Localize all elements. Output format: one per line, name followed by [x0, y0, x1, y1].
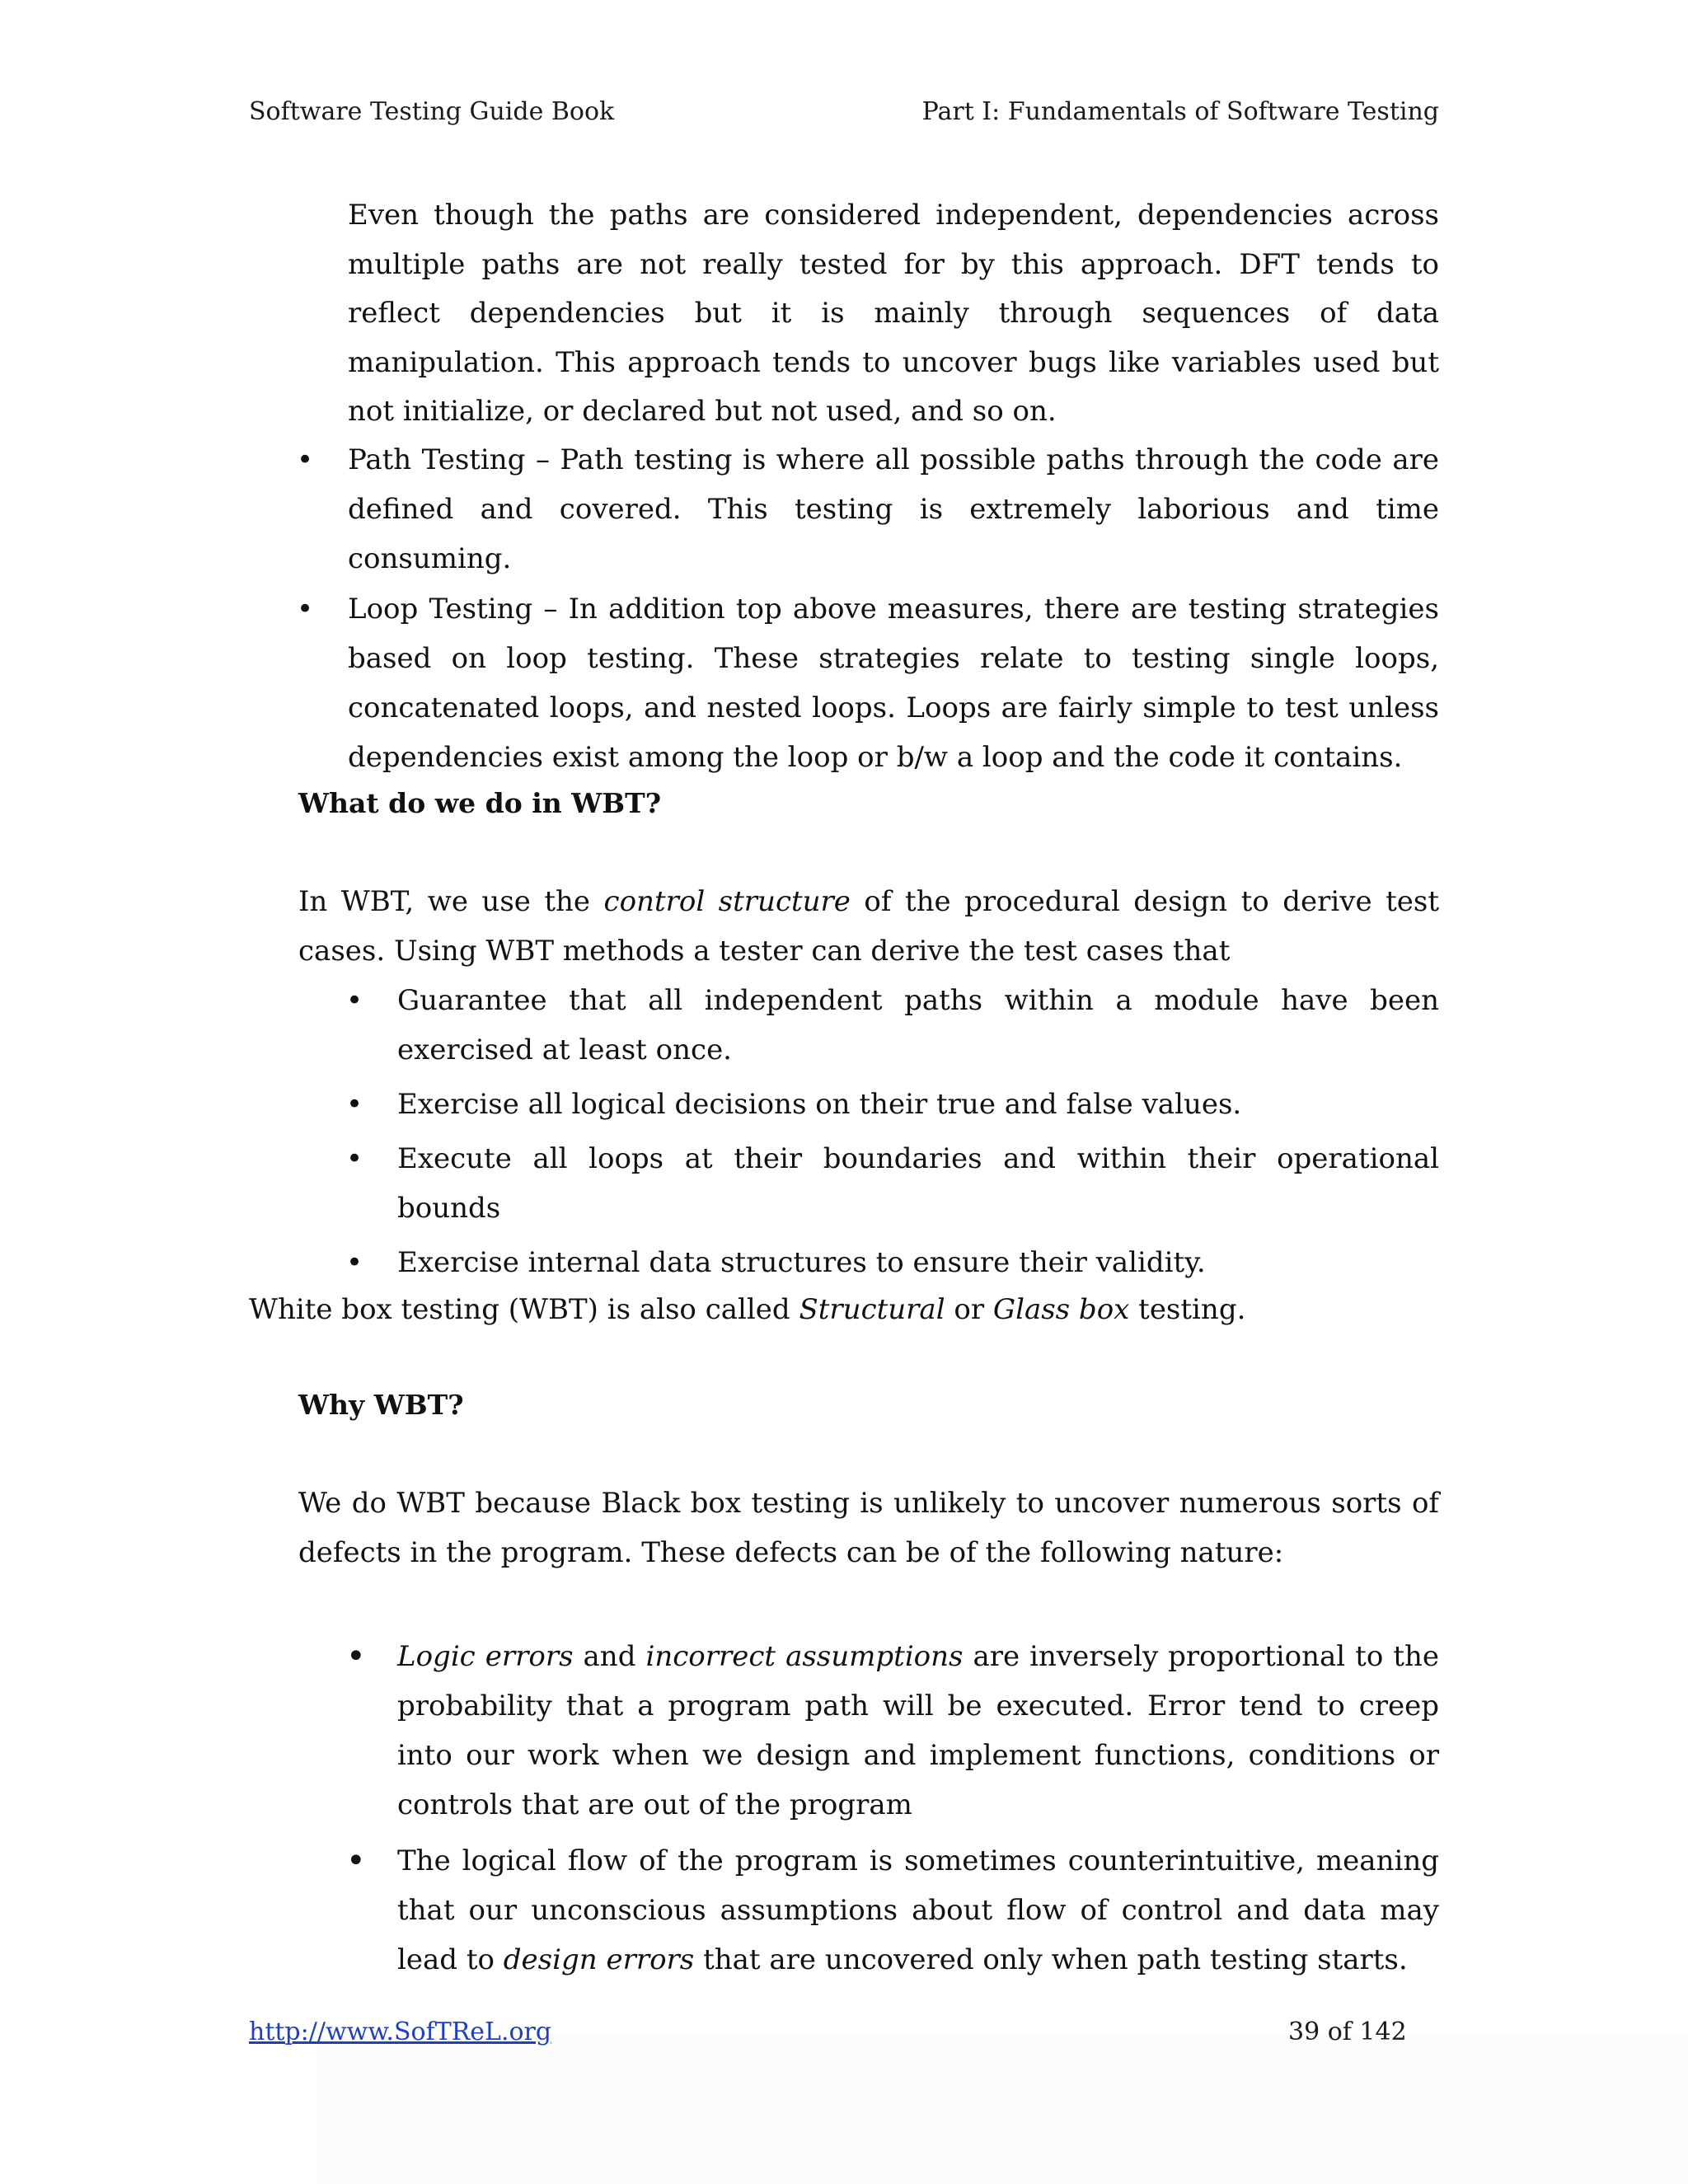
list-item: • Exercise all logical decisions on their true and false values.	[397, 1080, 1439, 1129]
list-item: • Exercise internal data structures to ensure their validity.	[397, 1238, 1439, 1287]
list-item: • Logic errors and incorrect assumptions are inversely proportional to the probability that a program path will be executed. Error tend to creep into our work when we design and implement functions, conditions or controls that are out of the program	[397, 1632, 1439, 1830]
bullet-icon: •	[346, 1842, 366, 1880]
also-called-sentence: White box testing (WBT) is also called Structural or Glass box testing.	[249, 1293, 1246, 1326]
testing-bullet-list	[297, 435, 1439, 782]
bullet-icon: •	[346, 1088, 363, 1121]
bullet-icon: •	[346, 1638, 366, 1675]
section-heading-why: Why WBT?	[298, 1389, 464, 1421]
header-book-title: Software Testing Guide Book	[249, 97, 615, 126]
bullet-icon: •	[297, 593, 314, 626]
list-item: • Execute all loops at their boundaries and within their operational bounds	[397, 1134, 1439, 1233]
wbt-goals-list	[346, 976, 1439, 1287]
what-paragraph: In WBT, we use the control structure of the procedural design to derive test cases. Using WBT methods a tester can derive the test cases that	[298, 885, 1439, 968]
bullet-icon: •	[346, 984, 363, 1017]
page-number: 39 of 142	[1288, 2018, 1407, 2046]
bullet-icon: •	[346, 1142, 363, 1175]
intro-paragraph: Even though the paths are considered independent, dependencies across multiple paths are not really tested for by this approach. DFT tends to reflect dependencies but it is mainly through sequences of data manipulation. This approach tends to uncover bugs like variables used but not initialize, or declared but not used, and so on.	[348, 199, 1439, 428]
page-shadow	[317, 2036, 1688, 2184]
header-part-title: Part I: Fundamentals of Software Testing	[921, 97, 1439, 126]
section-heading-what: What do we do in WBT?	[298, 787, 662, 819]
footer-website-link[interactable]: http://www.SofTReL.org	[249, 2018, 552, 2046]
bullet-icon: •	[297, 443, 314, 476]
why-paragraph: We do WBT because Black box testing is unlikely to uncover numerous sorts of defects in the program. These defects can be of the following nature:	[298, 1487, 1439, 1569]
defect-nature-list	[346, 1632, 1439, 1985]
bullet-icon: •	[346, 1246, 363, 1279]
list-item: • The logical flow of the program is sometimes counterintuitive, meaning that our unconscious assumptions about flow of control and data may lead to design errors that are uncovered only when path testing starts.	[397, 1836, 1439, 1985]
list-item: • Loop Testing – In addition top above measures, there are testing strategies based on loop testing. These strategies relate to testing single loops, concatenated loops, and nested loops. Loops are fairly simple to test unless dependencies exist among the loop or b/w a loop and the code it contains.	[348, 584, 1439, 782]
list-item: • Guarantee that all independent paths within a module have been exercised at least once.	[397, 976, 1439, 1075]
list-item: • Path Testing – Path testing is where all possible paths through the code are defined and covered. This testing is extremely laborious and time consuming.	[348, 435, 1439, 583]
